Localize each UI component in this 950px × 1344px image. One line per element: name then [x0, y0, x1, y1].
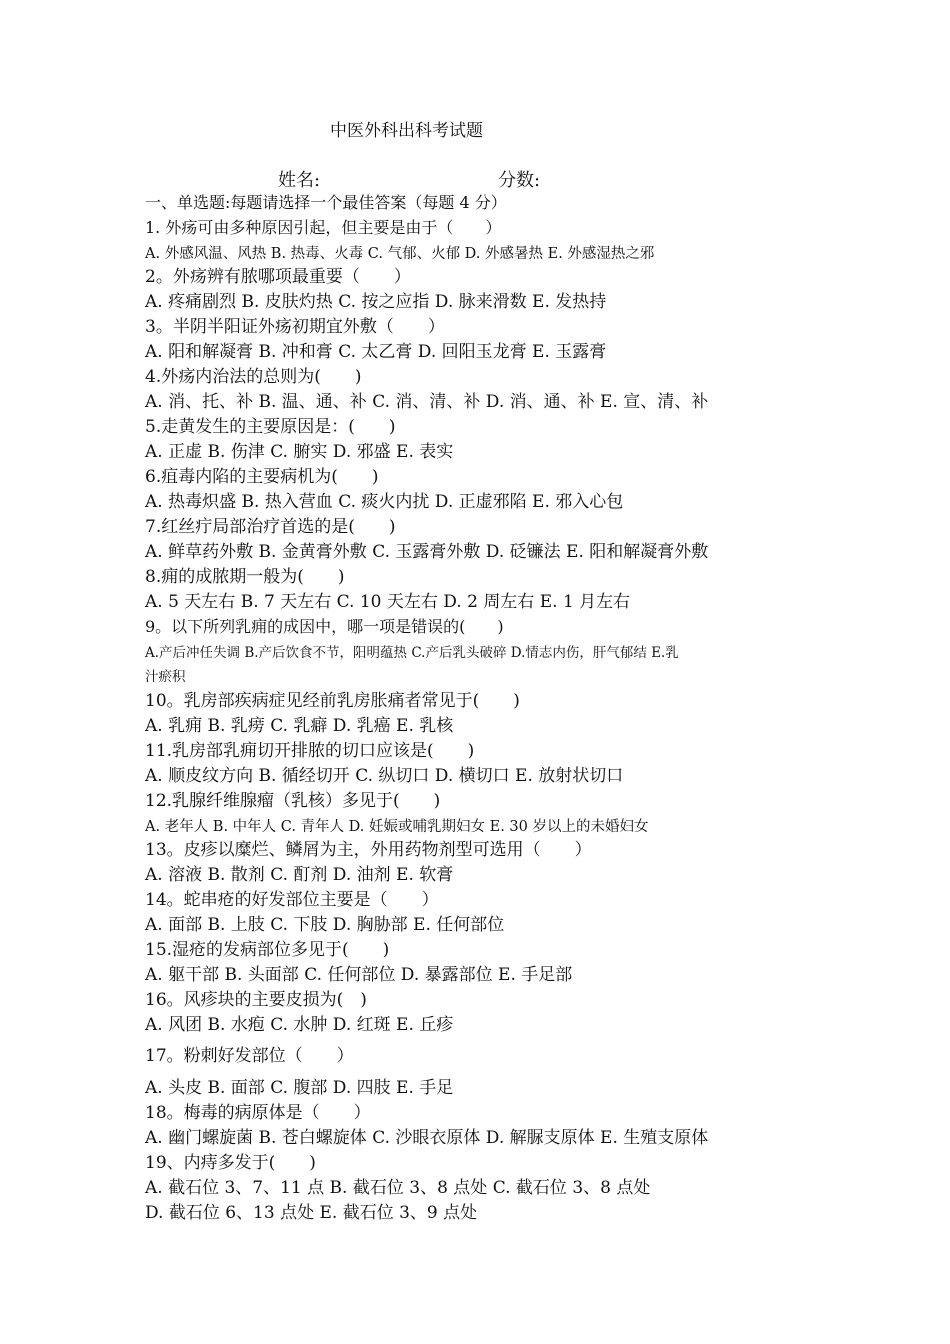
options-3: A. 阳和解凝膏 B. 冲和膏 C. 太乙膏 D. 回阳玉龙膏 E. 玉露膏 [145, 342, 607, 362]
question-12: 12.乳腺纤维腺瘤（乳核）多见于( ) [145, 791, 441, 811]
options-4: A. 消、托、补 B. 温、通、补 C. 消、清、补 D. 消、通、补 E. 宣、清、补 [145, 392, 709, 412]
options-14: A. 面部 B. 上肢 C. 下肢 D. 胸胁部 E. 任何部位 [145, 915, 505, 935]
score-field-label: 分数: [498, 170, 541, 191]
question-13: 13。皮疹以糜烂、鳞屑为主，外用药物剂型可选用（ ） [145, 840, 592, 860]
question-7: 7.红丝疔局部治疗首选的是( ) [145, 517, 396, 537]
options-9: A.产后冲任失调 B.产后饮食不节，阳明蕴热 C.产后乳头破碎 D.情志内伤，肝气郁结 E.乳 [145, 645, 679, 661]
options-11: A. 顺皮纹方向 B. 循经切开 C. 纵切口 D. 横切口 E. 放射状切口 [145, 766, 624, 786]
question-17: 17。粉刺好发部位（ ） [145, 1046, 354, 1066]
question-10: 10。乳房部疾病症见经前乳房胀痛者常见于( ) [145, 691, 520, 711]
question-19: 19、内痔多发于( ) [145, 1153, 316, 1173]
options-8: A. 5 天左右 B. 7 天左右 C. 10 天左右 D. 2 周左右 E. 1 月左右 [145, 592, 631, 612]
options-2: A. 疼痛剧烈 B. 皮肤灼热 C. 按之应指 D. 脉来滑数 E. 发热持 [145, 292, 607, 312]
options-1: A. 外感风温、风热 B. 热毒、火毒 C. 气郁、火郁 D. 外感暑热 E. 外感湿热之邪 [145, 246, 655, 262]
question-1: 1. 外疡可由多种原因引起，但主要是由于（ ） [145, 218, 502, 237]
options-10: A. 乳痈 B. 乳痨 C. 乳癖 D. 乳癌 E. 乳核 [145, 716, 454, 736]
name-field-label: 姓名: [278, 170, 321, 191]
question-9: 9。以下所列乳痈的成因中，哪一项是错误的( ) [145, 617, 504, 636]
options-5: A. 正虚 B. 伤津 C. 腑实 D. 邪盛 E. 表实 [145, 442, 454, 462]
options-9-cont: 汁瘀积 [145, 669, 186, 685]
options-7: A. 鲜草药外敷 B. 金黄膏外敷 C. 玉露膏外敷 D. 砭镰法 E. 阳和解凝膏外敷 [145, 542, 709, 562]
question-5: 5.走黄发生的主要原因是：( ) [145, 417, 396, 437]
question-15: 15.湿疮的发病部位多见于( ) [145, 940, 390, 960]
options-13: A. 溶液 B. 散剂 C. 酊剂 D. 油剂 E. 软膏 [145, 865, 454, 885]
question-18: 18。梅毒的病原体是（ ） [145, 1103, 371, 1123]
options-17: A. 头皮 B. 面部 C. 腹部 D. 四肢 E. 手足 [145, 1078, 454, 1098]
question-2: 2。外疡辨有脓哪项最重要（ ） [145, 267, 411, 287]
options-12: A. 老年人 B. 中年人 C. 青年人 D. 妊娠或哺乳期妇女 E. 30 岁以上的未婚妇女 [145, 819, 649, 835]
question-16: 16。风疹块的主要皮损为( ) [145, 990, 367, 1010]
options-16: A. 风团 B. 水疱 C. 水肿 D. 红斑 E. 丘疹 [145, 1015, 454, 1035]
options-19-cont: D. 截石位 6、13 点处 E. 截石位 3、9 点处 [145, 1203, 478, 1223]
question-4: 4.外疡内治法的总则为( ) [145, 367, 362, 387]
options-19: A. 截石位 3、7、11 点 B. 截石位 3、8 点处 C. 截石位 3、8 点处 [145, 1178, 651, 1198]
exam-title: 中医外科出科考试题 [330, 121, 483, 141]
question-14: 14。蛇串疮的好发部位主要是（ ） [145, 890, 439, 910]
options-6: A. 热毒炽盛 B. 热入营血 C. 痰火内扰 D. 正虚邪陷 E. 邪入心包 [145, 492, 624, 512]
question-8: 8.痈的成脓期一般为( ) [145, 567, 345, 587]
question-6: 6.疽毒内陷的主要病机为( ) [145, 467, 379, 487]
question-3: 3。半阴半阳证外疡初期宜外敷（ ） [145, 317, 445, 337]
section-heading: 一、单选题:每题请选择一个最佳答案（每题 4 分） [145, 193, 507, 212]
options-15: A. 躯干部 B. 头面部 C. 任何部位 D. 暴露部位 E. 手足部 [145, 965, 573, 985]
question-11: 11.乳房部乳痈切开排脓的切口应该是( ) [145, 741, 475, 761]
options-18: A. 幽门螺旋菌 B. 苍白螺旋体 C. 沙眼衣原体 D. 解脲支原体 E. 生殖支原体 [145, 1128, 709, 1148]
